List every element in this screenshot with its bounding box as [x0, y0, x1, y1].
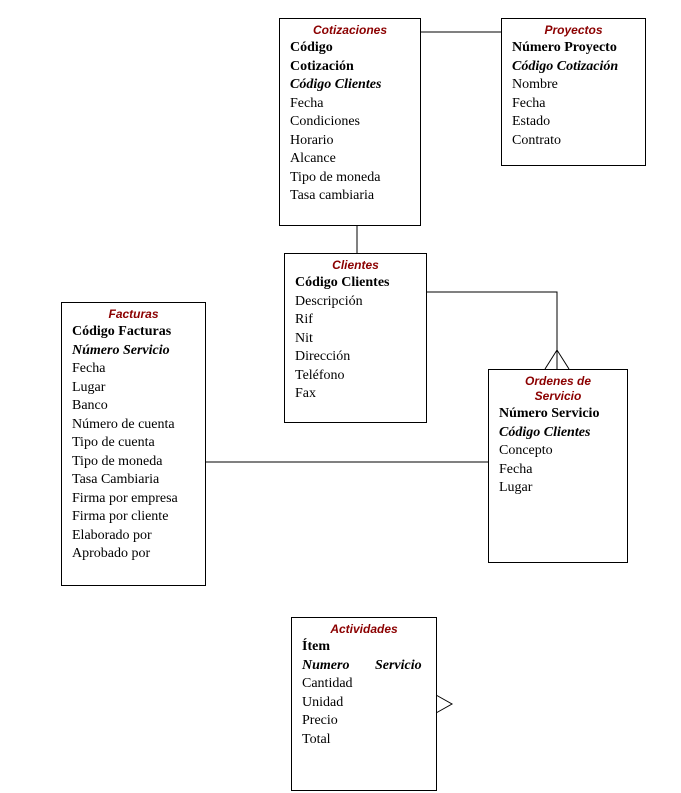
attribute-tasa-cambiaria: Tasa Cambiaria	[72, 472, 160, 487]
attribute-item: Ítem	[302, 639, 330, 654]
attribute-alcance: Alcance	[290, 151, 336, 166]
attribute-tasa-cambiaria: Tasa cambiaria	[290, 188, 375, 203]
attribute-list	[489, 404, 627, 498]
attribute-numero-servicio: Numero Servicio	[302, 657, 422, 673]
attribute-fax: Fax	[295, 386, 316, 401]
crowfoot-actividades	[436, 695, 452, 713]
entity-actividades	[291, 617, 437, 791]
attribute-codigo: Código	[290, 40, 333, 55]
attribute-direccion: Dirección	[295, 349, 351, 364]
link-clientes-ordenes	[426, 292, 557, 369]
entity-facturas	[61, 302, 206, 586]
entity-title: Clientes	[332, 258, 379, 272]
attribute-numero-servicio: Número Servicio	[72, 342, 170, 358]
entity-title: Facturas	[108, 307, 159, 321]
attribute-tipo-de-moneda: Tipo de moneda	[72, 453, 163, 469]
attribute-horario: Horario	[290, 132, 334, 148]
attribute-nombre: Nombre	[512, 77, 558, 92]
attribute-list	[62, 322, 205, 564]
attribute-tipo-de-moneda: Tipo de moneda	[290, 169, 381, 185]
attribute-lugar: Lugar	[72, 379, 106, 395]
attribute-telefono: Teléfono	[295, 367, 345, 383]
entity-title: Proyectos	[544, 23, 603, 37]
attribute-numero-de-cuenta: Número de cuenta	[72, 416, 175, 432]
attribute-codigo-clientes: Código Clientes	[290, 77, 382, 92]
attribute-condiciones: Condiciones	[290, 114, 360, 129]
attribute-concepto: Concepto	[499, 443, 553, 458]
attribute-unidad: Unidad	[302, 694, 344, 710]
attribute-fecha: Fecha	[512, 95, 546, 111]
attribute-total: Total	[302, 731, 331, 747]
attribute-fecha: Fecha	[290, 95, 324, 111]
attribute-codigo-clientes: Código Clientes	[499, 424, 591, 440]
attribute-cotizacion: Cotización	[290, 58, 354, 74]
attribute-precio: Precio	[302, 713, 338, 728]
attribute-cantidad: Cantidad	[302, 676, 353, 691]
attribute-list	[502, 38, 645, 150]
attribute-numero-proyecto: Número Proyecto	[512, 40, 617, 55]
entity-proyectos	[501, 18, 646, 166]
entity-cotizaciones	[279, 18, 421, 226]
attribute-firma-por-cliente: Firma por cliente	[72, 509, 169, 524]
attribute-banco: Banco	[72, 398, 108, 413]
attribute-codigo-facturas: Código Facturas	[72, 324, 172, 339]
attribute-fecha: Fecha	[499, 461, 533, 477]
attribute-aprobado-por: Aprobado por	[72, 546, 151, 561]
attribute-elaborado-por: Elaborado por	[72, 527, 152, 543]
attribute-contrato: Contrato	[512, 132, 561, 148]
attribute-descripcion: Descripción	[295, 293, 363, 309]
entity-clientes	[284, 253, 427, 423]
attribute-list	[292, 637, 436, 749]
attribute-lugar: Lugar	[499, 480, 533, 495]
attribute-tipo-de-cuenta: Tipo de cuenta	[72, 435, 155, 450]
attribute-fecha: Fecha	[72, 361, 106, 376]
attribute-list	[285, 273, 426, 404]
attribute-numero-servicio: Número Servicio	[499, 406, 600, 421]
entity-title: Ordenes de Servicio	[524, 374, 592, 403]
entity-title: Actividades	[330, 622, 398, 636]
attribute-codigo-cotizacion: Código Cotización	[512, 58, 619, 74]
attribute-codigo-clientes: Código Clientes	[295, 275, 390, 290]
attribute-list	[280, 38, 420, 206]
attribute-nit: Nit	[295, 330, 313, 346]
attribute-estado: Estado	[512, 114, 551, 129]
attribute-rif: Rif	[295, 312, 313, 327]
entity-title: Cotizaciones	[312, 23, 387, 37]
attribute-firma-por-empresa: Firma por empresa	[72, 490, 178, 506]
entity-ordenes-de-servicio	[488, 369, 628, 563]
